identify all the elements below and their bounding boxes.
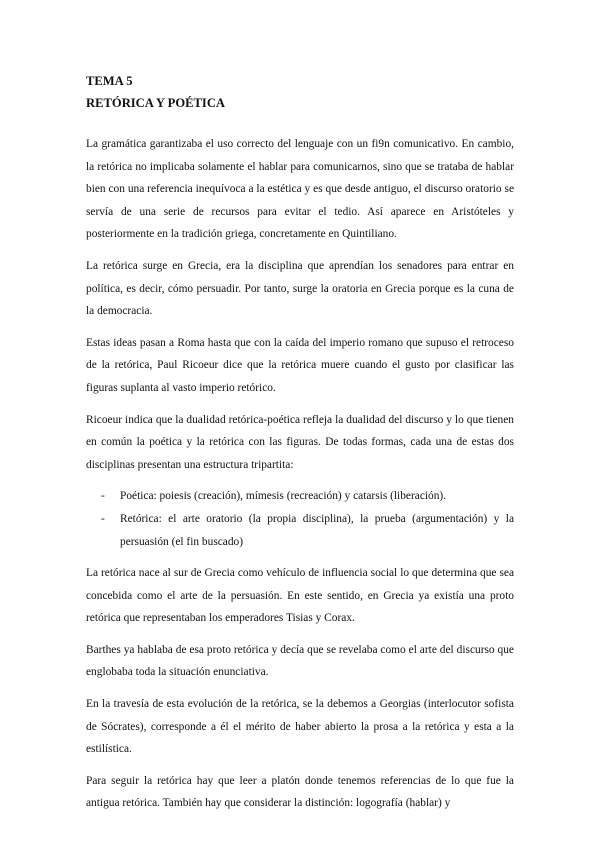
document-body	[86, 133, 514, 815]
list-item-text: Poética: poiesis (creación), mímesis (recreación) y catarsis (liberación).	[120, 490, 447, 503]
body-paragraph: La gramática garantizaba el uso correcto del lenguaje con un fi9n comunicativo. En cambio, la retórica no implicaba solamente el hablar para comunicarnos, sino que se trataba de hablar bien con una referencia inequívoca a la estética y es que desde antiguo, el discurso oratorio se servía de una serie de recursos para evitar el tedio. Así aparece en Aristóteles y posteriormente en la tradición griega, concretamente en Quintiliano.	[86, 138, 514, 241]
body-paragraph: La retórica nace al sur de Grecia como vehículo de influencia social lo que determina que sea concebida como el arte de la persuasión. En este sentido, en Grecia ya existía una proto retórica que representaban los emperadores Tisias y Corax.	[86, 567, 514, 625]
body-paragraph: Barthes ya hablaba de esa proto retórica y decía que se revelaba como el arte del discurso que englobaba toda la situación enunciativa.	[86, 643, 514, 679]
topic-number-heading: TEMA 5	[86, 74, 133, 88]
list-item	[101, 485, 514, 508]
list-item	[101, 508, 514, 553]
body-paragraph: Estas ideas pasan a Roma hasta que con la caída del imperio romano que supuso el retroceso de la retórica, Paul Ricoeur dice que la retórica muere cuando el gusto por clasificar las figuras suplanta al vasto imperio retórico.	[86, 336, 514, 394]
list-bullet: -	[101, 490, 105, 503]
body-paragraph: En la travesía de esta evolución de la retórica, se la debemos a Georgias (interlocutor sofista de Sócrates), corresponde a él el mérito de haber abierto la prosa a la retórica y esta a la estilística.	[86, 698, 514, 756]
body-paragraph: La retórica surge en Grecia, era la disciplina que aprendían los senadores para entrar en política, es decir, cómo persuadir. Por tanto, surge la oratoria en Grecia porque es la cuna de la democracia.	[86, 259, 514, 318]
page-title: RETÓRICA Y POÉTICA	[86, 96, 226, 110]
body-paragraph: Para seguir la retórica hay que leer a platón donde tenemos referencias de lo que fue la antigua retórica. También hay que considerar la distinción: logografía (hablar) y	[86, 774, 514, 810]
list-bullet: -	[101, 512, 105, 525]
tripartite-list	[86, 485, 514, 553]
body-paragraph: Ricoeur indica que la dualidad retórica-poética refleja la dualidad del discurso y lo que tienen en común la poética y la retórica con las figuras. De todas formas, cada una de estas dos disciplinas presentan una estructura tripartita:	[86, 413, 514, 471]
list-item-text: Retórica: el arte oratorio (la propia disciplina), la prueba (argumentación) y la persuasión (el fin buscado)	[120, 512, 514, 548]
